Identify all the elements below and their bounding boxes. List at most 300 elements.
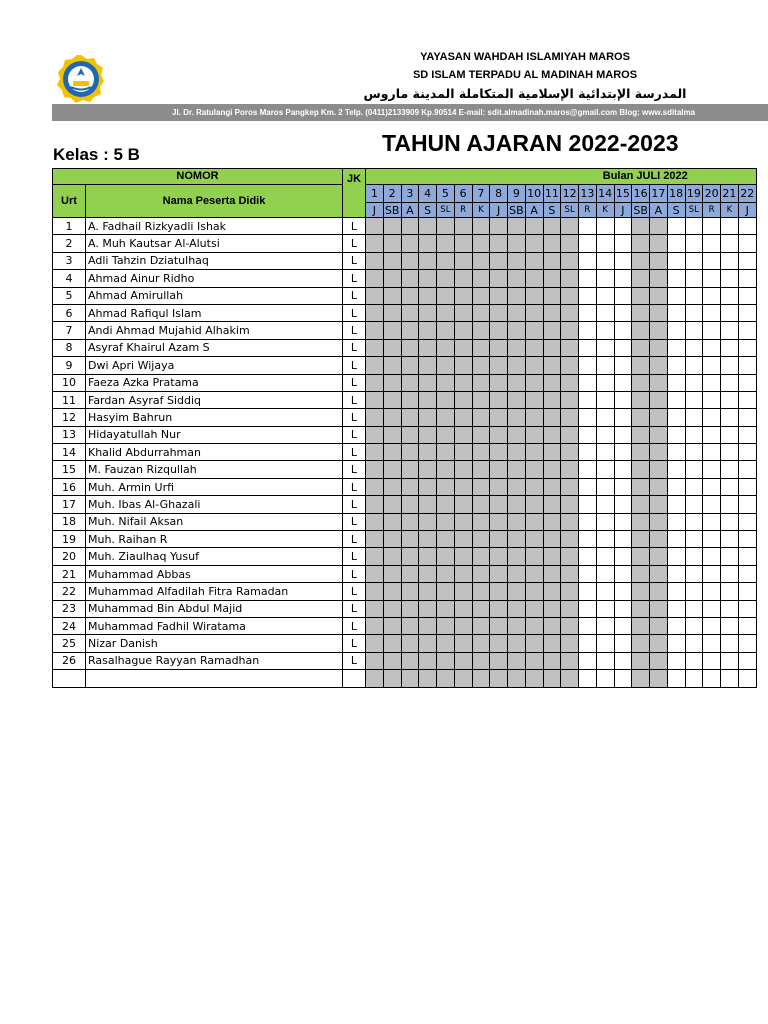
attendance-cell[interactable] (738, 218, 756, 235)
attendance-cell[interactable] (525, 409, 543, 426)
attendance-cell[interactable] (383, 391, 401, 408)
attendance-cell[interactable] (454, 270, 472, 287)
attendance-cell[interactable] (650, 374, 668, 391)
attendance-cell[interactable] (738, 304, 756, 321)
attendance-cell[interactable] (738, 391, 756, 408)
attendance-cell[interactable] (632, 339, 650, 356)
attendance-cell[interactable] (366, 426, 384, 443)
attendance-cell[interactable] (437, 565, 455, 582)
attendance-cell[interactable] (667, 374, 685, 391)
attendance-cell[interactable] (490, 670, 508, 687)
attendance-cell[interactable] (508, 409, 526, 426)
attendance-cell[interactable] (650, 391, 668, 408)
attendance-cell[interactable] (650, 444, 668, 461)
attendance-cell[interactable] (703, 478, 721, 495)
attendance-cell[interactable] (472, 548, 490, 565)
attendance-cell[interactable] (490, 635, 508, 652)
attendance-cell[interactable] (685, 252, 703, 269)
attendance-cell[interactable] (738, 652, 756, 669)
attendance-cell[interactable] (454, 322, 472, 339)
attendance-cell[interactable] (454, 583, 472, 600)
attendance-cell[interactable] (366, 513, 384, 530)
attendance-cell[interactable] (401, 565, 419, 582)
attendance-cell[interactable] (472, 235, 490, 252)
attendance-cell[interactable] (401, 548, 419, 565)
attendance-cell[interactable] (508, 670, 526, 687)
attendance-cell[interactable] (614, 287, 632, 304)
attendance-cell[interactable] (454, 339, 472, 356)
attendance-cell[interactable] (561, 652, 579, 669)
attendance-cell[interactable] (543, 617, 561, 634)
attendance-cell[interactable] (543, 304, 561, 321)
attendance-cell[interactable] (685, 635, 703, 652)
attendance-cell[interactable] (614, 531, 632, 548)
attendance-cell[interactable] (561, 461, 579, 478)
attendance-cell[interactable] (579, 444, 597, 461)
attendance-cell[interactable] (472, 583, 490, 600)
attendance-cell[interactable] (437, 252, 455, 269)
attendance-cell[interactable] (508, 617, 526, 634)
attendance-cell[interactable] (650, 531, 668, 548)
attendance-cell[interactable] (596, 218, 614, 235)
attendance-cell[interactable] (579, 409, 597, 426)
attendance-cell[interactable] (454, 513, 472, 530)
attendance-cell[interactable] (721, 252, 739, 269)
attendance-cell[interactable] (667, 409, 685, 426)
attendance-cell[interactable] (401, 513, 419, 530)
attendance-cell[interactable] (632, 252, 650, 269)
attendance-cell[interactable] (472, 635, 490, 652)
attendance-cell[interactable] (490, 600, 508, 617)
attendance-cell[interactable] (366, 270, 384, 287)
attendance-cell[interactable] (596, 496, 614, 513)
attendance-cell[interactable] (508, 391, 526, 408)
attendance-cell[interactable] (525, 617, 543, 634)
attendance-cell[interactable] (561, 409, 579, 426)
attendance-cell[interactable] (401, 287, 419, 304)
attendance-cell[interactable] (685, 218, 703, 235)
attendance-cell[interactable] (508, 426, 526, 443)
attendance-cell[interactable] (525, 235, 543, 252)
attendance-cell[interactable] (437, 287, 455, 304)
attendance-cell[interactable] (721, 426, 739, 443)
attendance-cell[interactable] (525, 357, 543, 374)
attendance-cell[interactable] (472, 670, 490, 687)
attendance-cell[interactable] (419, 548, 437, 565)
attendance-cell[interactable] (561, 391, 579, 408)
attendance-cell[interactable] (703, 426, 721, 443)
attendance-cell[interactable] (383, 339, 401, 356)
attendance-cell[interactable] (490, 531, 508, 548)
attendance-cell[interactable] (632, 287, 650, 304)
attendance-cell[interactable] (383, 600, 401, 617)
attendance-cell[interactable] (703, 496, 721, 513)
attendance-cell[interactable] (738, 565, 756, 582)
attendance-cell[interactable] (650, 635, 668, 652)
attendance-cell[interactable] (596, 635, 614, 652)
attendance-cell[interactable] (401, 339, 419, 356)
attendance-cell[interactable] (490, 565, 508, 582)
attendance-cell[interactable] (667, 565, 685, 582)
attendance-cell[interactable] (721, 583, 739, 600)
attendance-cell[interactable] (383, 426, 401, 443)
attendance-cell[interactable] (401, 252, 419, 269)
attendance-cell[interactable] (685, 531, 703, 548)
attendance-cell[interactable] (738, 270, 756, 287)
attendance-cell[interactable] (525, 322, 543, 339)
attendance-cell[interactable] (419, 478, 437, 495)
attendance-cell[interactable] (401, 583, 419, 600)
attendance-cell[interactable] (490, 496, 508, 513)
attendance-cell[interactable] (508, 357, 526, 374)
attendance-cell[interactable] (721, 339, 739, 356)
attendance-cell[interactable] (366, 304, 384, 321)
attendance-cell[interactable] (401, 357, 419, 374)
attendance-cell[interactable] (614, 391, 632, 408)
attendance-cell[interactable] (721, 461, 739, 478)
attendance-cell[interactable] (454, 496, 472, 513)
attendance-cell[interactable] (419, 322, 437, 339)
attendance-cell[interactable] (685, 322, 703, 339)
attendance-cell[interactable] (401, 391, 419, 408)
attendance-cell[interactable] (596, 531, 614, 548)
attendance-cell[interactable] (366, 339, 384, 356)
attendance-cell[interactable] (401, 322, 419, 339)
attendance-cell[interactable] (401, 531, 419, 548)
attendance-cell[interactable] (650, 304, 668, 321)
attendance-cell[interactable] (437, 531, 455, 548)
attendance-cell[interactable] (596, 252, 614, 269)
attendance-cell[interactable] (614, 426, 632, 443)
attendance-cell[interactable] (721, 235, 739, 252)
attendance-cell[interactable] (632, 235, 650, 252)
attendance-cell[interactable] (454, 548, 472, 565)
attendance-cell[interactable] (472, 218, 490, 235)
attendance-cell[interactable] (454, 617, 472, 634)
attendance-cell[interactable] (738, 478, 756, 495)
attendance-cell[interactable] (667, 391, 685, 408)
attendance-cell[interactable] (685, 374, 703, 391)
attendance-cell[interactable] (561, 287, 579, 304)
attendance-cell[interactable] (437, 357, 455, 374)
attendance-cell[interactable] (366, 287, 384, 304)
attendance-cell[interactable] (437, 270, 455, 287)
attendance-cell[interactable] (721, 444, 739, 461)
attendance-cell[interactable] (366, 444, 384, 461)
attendance-cell[interactable] (596, 357, 614, 374)
attendance-cell[interactable] (508, 444, 526, 461)
attendance-cell[interactable] (419, 531, 437, 548)
attendance-cell[interactable] (383, 548, 401, 565)
attendance-cell[interactable] (437, 339, 455, 356)
attendance-cell[interactable] (738, 252, 756, 269)
attendance-cell[interactable] (525, 218, 543, 235)
attendance-cell[interactable] (579, 461, 597, 478)
attendance-cell[interactable] (561, 357, 579, 374)
attendance-cell[interactable] (472, 496, 490, 513)
attendance-cell[interactable] (650, 478, 668, 495)
attendance-cell[interactable] (525, 426, 543, 443)
attendance-cell[interactable] (525, 583, 543, 600)
attendance-cell[interactable] (632, 270, 650, 287)
attendance-cell[interactable] (419, 235, 437, 252)
attendance-cell[interactable] (579, 339, 597, 356)
attendance-cell[interactable] (685, 548, 703, 565)
attendance-cell[interactable] (685, 409, 703, 426)
attendance-cell[interactable] (685, 617, 703, 634)
attendance-cell[interactable] (632, 617, 650, 634)
attendance-cell[interactable] (401, 444, 419, 461)
attendance-cell[interactable] (703, 409, 721, 426)
attendance-cell[interactable] (703, 391, 721, 408)
attendance-cell[interactable] (667, 357, 685, 374)
attendance-cell[interactable] (650, 461, 668, 478)
attendance-cell[interactable] (419, 513, 437, 530)
attendance-cell[interactable] (738, 461, 756, 478)
attendance-cell[interactable] (650, 548, 668, 565)
attendance-cell[interactable] (614, 617, 632, 634)
attendance-cell[interactable] (738, 617, 756, 634)
attendance-cell[interactable] (632, 513, 650, 530)
attendance-cell[interactable] (667, 635, 685, 652)
attendance-cell[interactable] (596, 461, 614, 478)
attendance-cell[interactable] (614, 270, 632, 287)
attendance-cell[interactable] (419, 565, 437, 582)
attendance-cell[interactable] (721, 531, 739, 548)
attendance-cell[interactable] (703, 270, 721, 287)
attendance-cell[interactable] (472, 287, 490, 304)
attendance-cell[interactable] (685, 652, 703, 669)
attendance-cell[interactable] (703, 339, 721, 356)
attendance-cell[interactable] (490, 304, 508, 321)
attendance-cell[interactable] (437, 444, 455, 461)
attendance-cell[interactable] (632, 444, 650, 461)
attendance-cell[interactable] (596, 565, 614, 582)
attendance-cell[interactable] (561, 478, 579, 495)
attendance-cell[interactable] (632, 391, 650, 408)
attendance-cell[interactable] (472, 444, 490, 461)
attendance-cell[interactable] (667, 322, 685, 339)
attendance-cell[interactable] (738, 426, 756, 443)
attendance-cell[interactable] (383, 409, 401, 426)
attendance-cell[interactable] (650, 600, 668, 617)
attendance-cell[interactable] (490, 409, 508, 426)
attendance-cell[interactable] (508, 652, 526, 669)
attendance-cell[interactable] (632, 426, 650, 443)
attendance-cell[interactable] (419, 583, 437, 600)
attendance-cell[interactable] (685, 391, 703, 408)
attendance-cell[interactable] (525, 444, 543, 461)
attendance-cell[interactable] (437, 218, 455, 235)
attendance-cell[interactable] (454, 252, 472, 269)
attendance-cell[interactable] (650, 409, 668, 426)
attendance-cell[interactable] (667, 339, 685, 356)
attendance-cell[interactable] (490, 287, 508, 304)
attendance-cell[interactable] (650, 322, 668, 339)
attendance-cell[interactable] (508, 548, 526, 565)
attendance-cell[interactable] (632, 322, 650, 339)
attendance-cell[interactable] (579, 600, 597, 617)
attendance-cell[interactable] (543, 218, 561, 235)
attendance-cell[interactable] (454, 478, 472, 495)
attendance-cell[interactable] (579, 218, 597, 235)
attendance-cell[interactable] (419, 339, 437, 356)
attendance-cell[interactable] (632, 409, 650, 426)
attendance-cell[interactable] (543, 548, 561, 565)
attendance-cell[interactable] (579, 635, 597, 652)
attendance-cell[interactable] (614, 565, 632, 582)
attendance-cell[interactable] (685, 357, 703, 374)
attendance-cell[interactable] (703, 374, 721, 391)
attendance-cell[interactable] (383, 670, 401, 687)
attendance-cell[interactable] (472, 617, 490, 634)
attendance-cell[interactable] (685, 600, 703, 617)
attendance-cell[interactable] (685, 235, 703, 252)
attendance-cell[interactable] (632, 496, 650, 513)
attendance-cell[interactable] (383, 635, 401, 652)
attendance-cell[interactable] (437, 374, 455, 391)
attendance-cell[interactable] (508, 270, 526, 287)
attendance-cell[interactable] (721, 478, 739, 495)
attendance-cell[interactable] (401, 235, 419, 252)
attendance-cell[interactable] (614, 252, 632, 269)
attendance-cell[interactable] (383, 583, 401, 600)
attendance-cell[interactable] (650, 357, 668, 374)
attendance-cell[interactable] (596, 583, 614, 600)
attendance-cell[interactable] (472, 478, 490, 495)
attendance-cell[interactable] (738, 496, 756, 513)
attendance-cell[interactable] (561, 374, 579, 391)
attendance-cell[interactable] (650, 218, 668, 235)
attendance-cell[interactable] (650, 565, 668, 582)
attendance-cell[interactable] (525, 600, 543, 617)
attendance-cell[interactable] (401, 409, 419, 426)
attendance-cell[interactable] (543, 600, 561, 617)
attendance-cell[interactable] (721, 218, 739, 235)
attendance-cell[interactable] (561, 252, 579, 269)
attendance-cell[interactable] (596, 322, 614, 339)
attendance-cell[interactable] (703, 565, 721, 582)
attendance-cell[interactable] (401, 461, 419, 478)
attendance-cell[interactable] (525, 391, 543, 408)
attendance-cell[interactable] (419, 600, 437, 617)
attendance-cell[interactable] (490, 461, 508, 478)
attendance-cell[interactable] (401, 374, 419, 391)
attendance-cell[interactable] (579, 670, 597, 687)
attendance-cell[interactable] (419, 287, 437, 304)
attendance-cell[interactable] (667, 548, 685, 565)
attendance-cell[interactable] (685, 461, 703, 478)
attendance-cell[interactable] (508, 287, 526, 304)
attendance-cell[interactable] (490, 548, 508, 565)
attendance-cell[interactable] (685, 287, 703, 304)
attendance-cell[interactable] (401, 635, 419, 652)
attendance-cell[interactable] (366, 548, 384, 565)
attendance-cell[interactable] (721, 304, 739, 321)
attendance-cell[interactable] (561, 496, 579, 513)
attendance-cell[interactable] (383, 478, 401, 495)
attendance-cell[interactable] (738, 635, 756, 652)
attendance-cell[interactable] (419, 670, 437, 687)
attendance-cell[interactable] (685, 583, 703, 600)
attendance-cell[interactable] (525, 513, 543, 530)
attendance-cell[interactable] (490, 513, 508, 530)
attendance-cell[interactable] (525, 565, 543, 582)
attendance-cell[interactable] (454, 652, 472, 669)
attendance-cell[interactable] (579, 652, 597, 669)
attendance-cell[interactable] (490, 652, 508, 669)
attendance-cell[interactable] (667, 461, 685, 478)
attendance-cell[interactable] (596, 339, 614, 356)
attendance-cell[interactable] (383, 513, 401, 530)
attendance-cell[interactable] (525, 652, 543, 669)
attendance-cell[interactable] (738, 322, 756, 339)
attendance-cell[interactable] (667, 531, 685, 548)
attendance-cell[interactable] (437, 391, 455, 408)
attendance-cell[interactable] (614, 461, 632, 478)
attendance-cell[interactable] (632, 304, 650, 321)
attendance-cell[interactable] (454, 235, 472, 252)
attendance-cell[interactable] (650, 287, 668, 304)
attendance-cell[interactable] (703, 670, 721, 687)
attendance-cell[interactable] (561, 270, 579, 287)
attendance-cell[interactable] (614, 304, 632, 321)
attendance-cell[interactable] (596, 374, 614, 391)
attendance-cell[interactable] (614, 218, 632, 235)
attendance-cell[interactable] (579, 548, 597, 565)
attendance-cell[interactable] (419, 270, 437, 287)
attendance-cell[interactable] (419, 461, 437, 478)
attendance-cell[interactable] (579, 374, 597, 391)
attendance-cell[interactable] (419, 218, 437, 235)
attendance-cell[interactable] (454, 218, 472, 235)
attendance-cell[interactable] (419, 357, 437, 374)
attendance-cell[interactable] (366, 409, 384, 426)
attendance-cell[interactable] (472, 339, 490, 356)
attendance-cell[interactable] (366, 478, 384, 495)
attendance-cell[interactable] (667, 513, 685, 530)
attendance-cell[interactable] (579, 478, 597, 495)
attendance-cell[interactable] (561, 548, 579, 565)
attendance-cell[interactable] (401, 478, 419, 495)
attendance-cell[interactable] (685, 670, 703, 687)
attendance-cell[interactable] (472, 409, 490, 426)
attendance-cell[interactable] (596, 426, 614, 443)
attendance-cell[interactable] (525, 252, 543, 269)
attendance-cell[interactable] (614, 478, 632, 495)
attendance-cell[interactable] (454, 635, 472, 652)
attendance-cell[interactable] (543, 322, 561, 339)
attendance-cell[interactable] (561, 426, 579, 443)
attendance-cell[interactable] (703, 322, 721, 339)
attendance-cell[interactable] (703, 583, 721, 600)
attendance-cell[interactable] (525, 548, 543, 565)
attendance-cell[interactable] (490, 374, 508, 391)
attendance-cell[interactable] (454, 670, 472, 687)
attendance-cell[interactable] (366, 617, 384, 634)
attendance-cell[interactable] (508, 304, 526, 321)
attendance-cell[interactable] (738, 357, 756, 374)
attendance-cell[interactable] (383, 652, 401, 669)
attendance-cell[interactable] (596, 235, 614, 252)
attendance-cell[interactable] (472, 600, 490, 617)
attendance-cell[interactable] (738, 513, 756, 530)
attendance-cell[interactable] (437, 617, 455, 634)
attendance-cell[interactable] (667, 304, 685, 321)
attendance-cell[interactable] (454, 287, 472, 304)
attendance-cell[interactable] (721, 374, 739, 391)
attendance-cell[interactable] (579, 426, 597, 443)
